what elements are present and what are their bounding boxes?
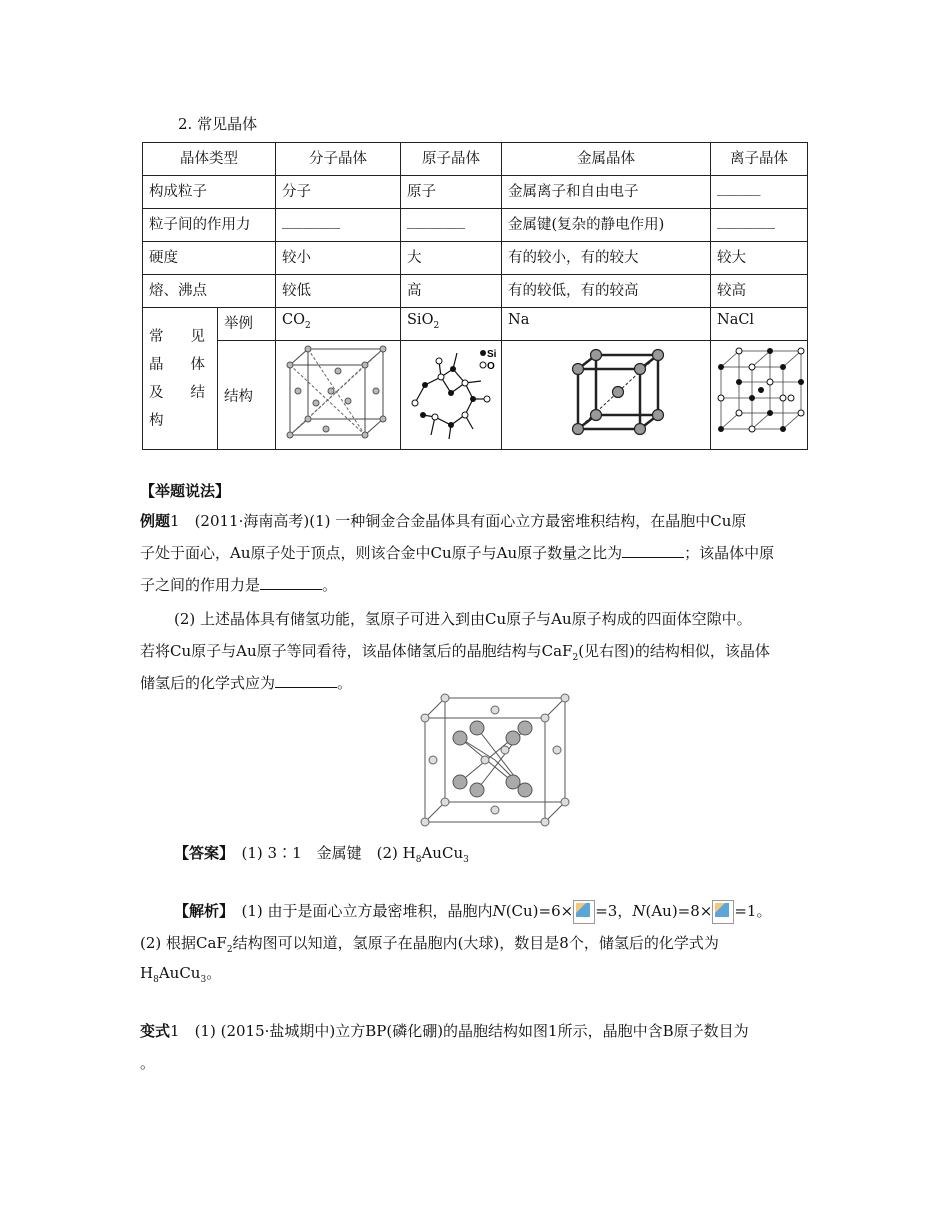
analysis-line-3: $H_8AuCu_3$。 xyxy=(140,964,222,985)
table-header-cell: 分子晶体 xyxy=(276,143,401,176)
table-cell: 有的较低，有的较高 xyxy=(502,275,711,308)
fraction-image-icon xyxy=(573,900,595,924)
group-label: 常 见 晶 体 及 结 构 xyxy=(143,308,218,450)
structure-row xyxy=(143,341,808,450)
structure-label: 结构 xyxy=(218,341,276,450)
legend-o: O xyxy=(487,361,495,372)
table-header-row xyxy=(143,143,808,176)
legend-si: Si xyxy=(487,349,497,360)
problem-part2-line-2: 若将Cu原子与Au原子等同看待，该晶体储氢后的晶胞结构与CaF$_2$(见右图)的结构相似，该晶体 xyxy=(140,642,770,663)
row-label: 构成粒子 xyxy=(143,176,276,209)
co2-lattice-diagram xyxy=(276,341,398,445)
answer-blank[interactable] xyxy=(622,545,684,558)
problem-line-1: 例题1 (2011·海南高考)(1) 一种铜金合金晶体具有面心立方最密堆积结构，在晶胞中Cu原 xyxy=(140,512,747,530)
table-cell: ________ xyxy=(401,209,502,242)
problem-heading: 【举题说法】 xyxy=(140,482,231,500)
table-header-cell: 晶体类型 xyxy=(143,143,276,176)
na-bcc-diagram xyxy=(508,341,704,445)
sio2-network-diagram xyxy=(401,341,499,445)
variant-line-end: 。 xyxy=(140,1054,156,1072)
na-structure-cell xyxy=(502,341,711,450)
table-cell: 较高 xyxy=(711,275,808,308)
example-label: 举例 xyxy=(218,308,276,341)
variant-line: 变式1 (1) (2015·盐城期中)立方BP(磷化硼)的晶胞结构如图1所示，晶胞中含B原子数目为 xyxy=(140,1022,749,1040)
table-row xyxy=(143,176,808,209)
crystal-table xyxy=(142,142,808,450)
table-cell: ______ xyxy=(711,176,808,209)
table-header-cell: 金属晶体 xyxy=(502,143,711,176)
problem-part2-line-3: 储氢后的化学式应为 。 xyxy=(140,674,353,692)
problem-line-2: 子处于面心，Au原子处于顶点，则该合金中Cu原子与Au原子数量之比为 ；该晶体中原 xyxy=(140,544,775,562)
table-cell: 金属离子和自由电子 xyxy=(502,176,711,209)
row-label: 熔、沸点 xyxy=(143,275,276,308)
answer-blank[interactable] xyxy=(275,675,337,688)
table-cell: 有的较小，有的较大 xyxy=(502,242,711,275)
fraction-image-icon xyxy=(712,900,734,924)
example-nacl: NaCl xyxy=(711,308,808,341)
row-label: 硬度 xyxy=(143,242,276,275)
table-cell: 金属键(复杂的静电作用) xyxy=(502,209,711,242)
table-cell: 分子 xyxy=(276,176,401,209)
nacl-lattice-diagram xyxy=(711,341,807,445)
table-cell: 较小 xyxy=(276,242,401,275)
table-cell: 较大 xyxy=(711,242,808,275)
table-header-cell: 原子晶体 xyxy=(401,143,502,176)
analysis-line-2: (2) 根据CaF$_2$结构图可以知道，氢原子在晶胞内(大球)，数目是8个，储氢后的化学式为 xyxy=(140,934,719,955)
table-row xyxy=(143,209,808,242)
table-row xyxy=(143,275,808,308)
answer-line: 【答案】 (1) 3∶1 金属键 (2) $H_8AuCu_3$ xyxy=(174,844,469,865)
answer-blank[interactable] xyxy=(260,577,322,590)
table-cell: 高 xyxy=(401,275,502,308)
problem-part2-line-1: (2) 上述晶体具有储氢功能，氢原子可进入到由Cu原子与Au原子构成的四面体空隙中。 xyxy=(174,610,752,628)
example-row xyxy=(143,308,808,341)
table-cell: ________ xyxy=(711,209,808,242)
example-na: Na xyxy=(502,308,711,341)
nacl-structure-cell xyxy=(711,341,808,450)
table-cell: ________ xyxy=(276,209,401,242)
caf2-structure-diagram xyxy=(415,690,575,830)
sio2-structure-cell xyxy=(401,341,502,450)
table-cell: 原子 xyxy=(401,176,502,209)
table-cell: 大 xyxy=(401,242,502,275)
example-sio2: SiO$_2$ xyxy=(401,308,502,341)
co2-structure-cell xyxy=(276,341,401,450)
table-row xyxy=(143,242,808,275)
section-title: 2. 常见晶体 xyxy=(178,115,258,133)
row-label: 粒子间的作用力 xyxy=(143,209,276,242)
example-co2: $CO_2$ xyxy=(276,308,401,341)
table-cell: 较低 xyxy=(276,275,401,308)
analysis-line-1: 【解析】 (1) 由于是面心立方最密堆积，晶胞内N(Cu)=6× =3，N(Au)=8× =1。 xyxy=(174,900,846,924)
problem-line-3: 子之间的作用力是 。 xyxy=(140,576,338,594)
table-header-cell: 离子晶体 xyxy=(711,143,808,176)
